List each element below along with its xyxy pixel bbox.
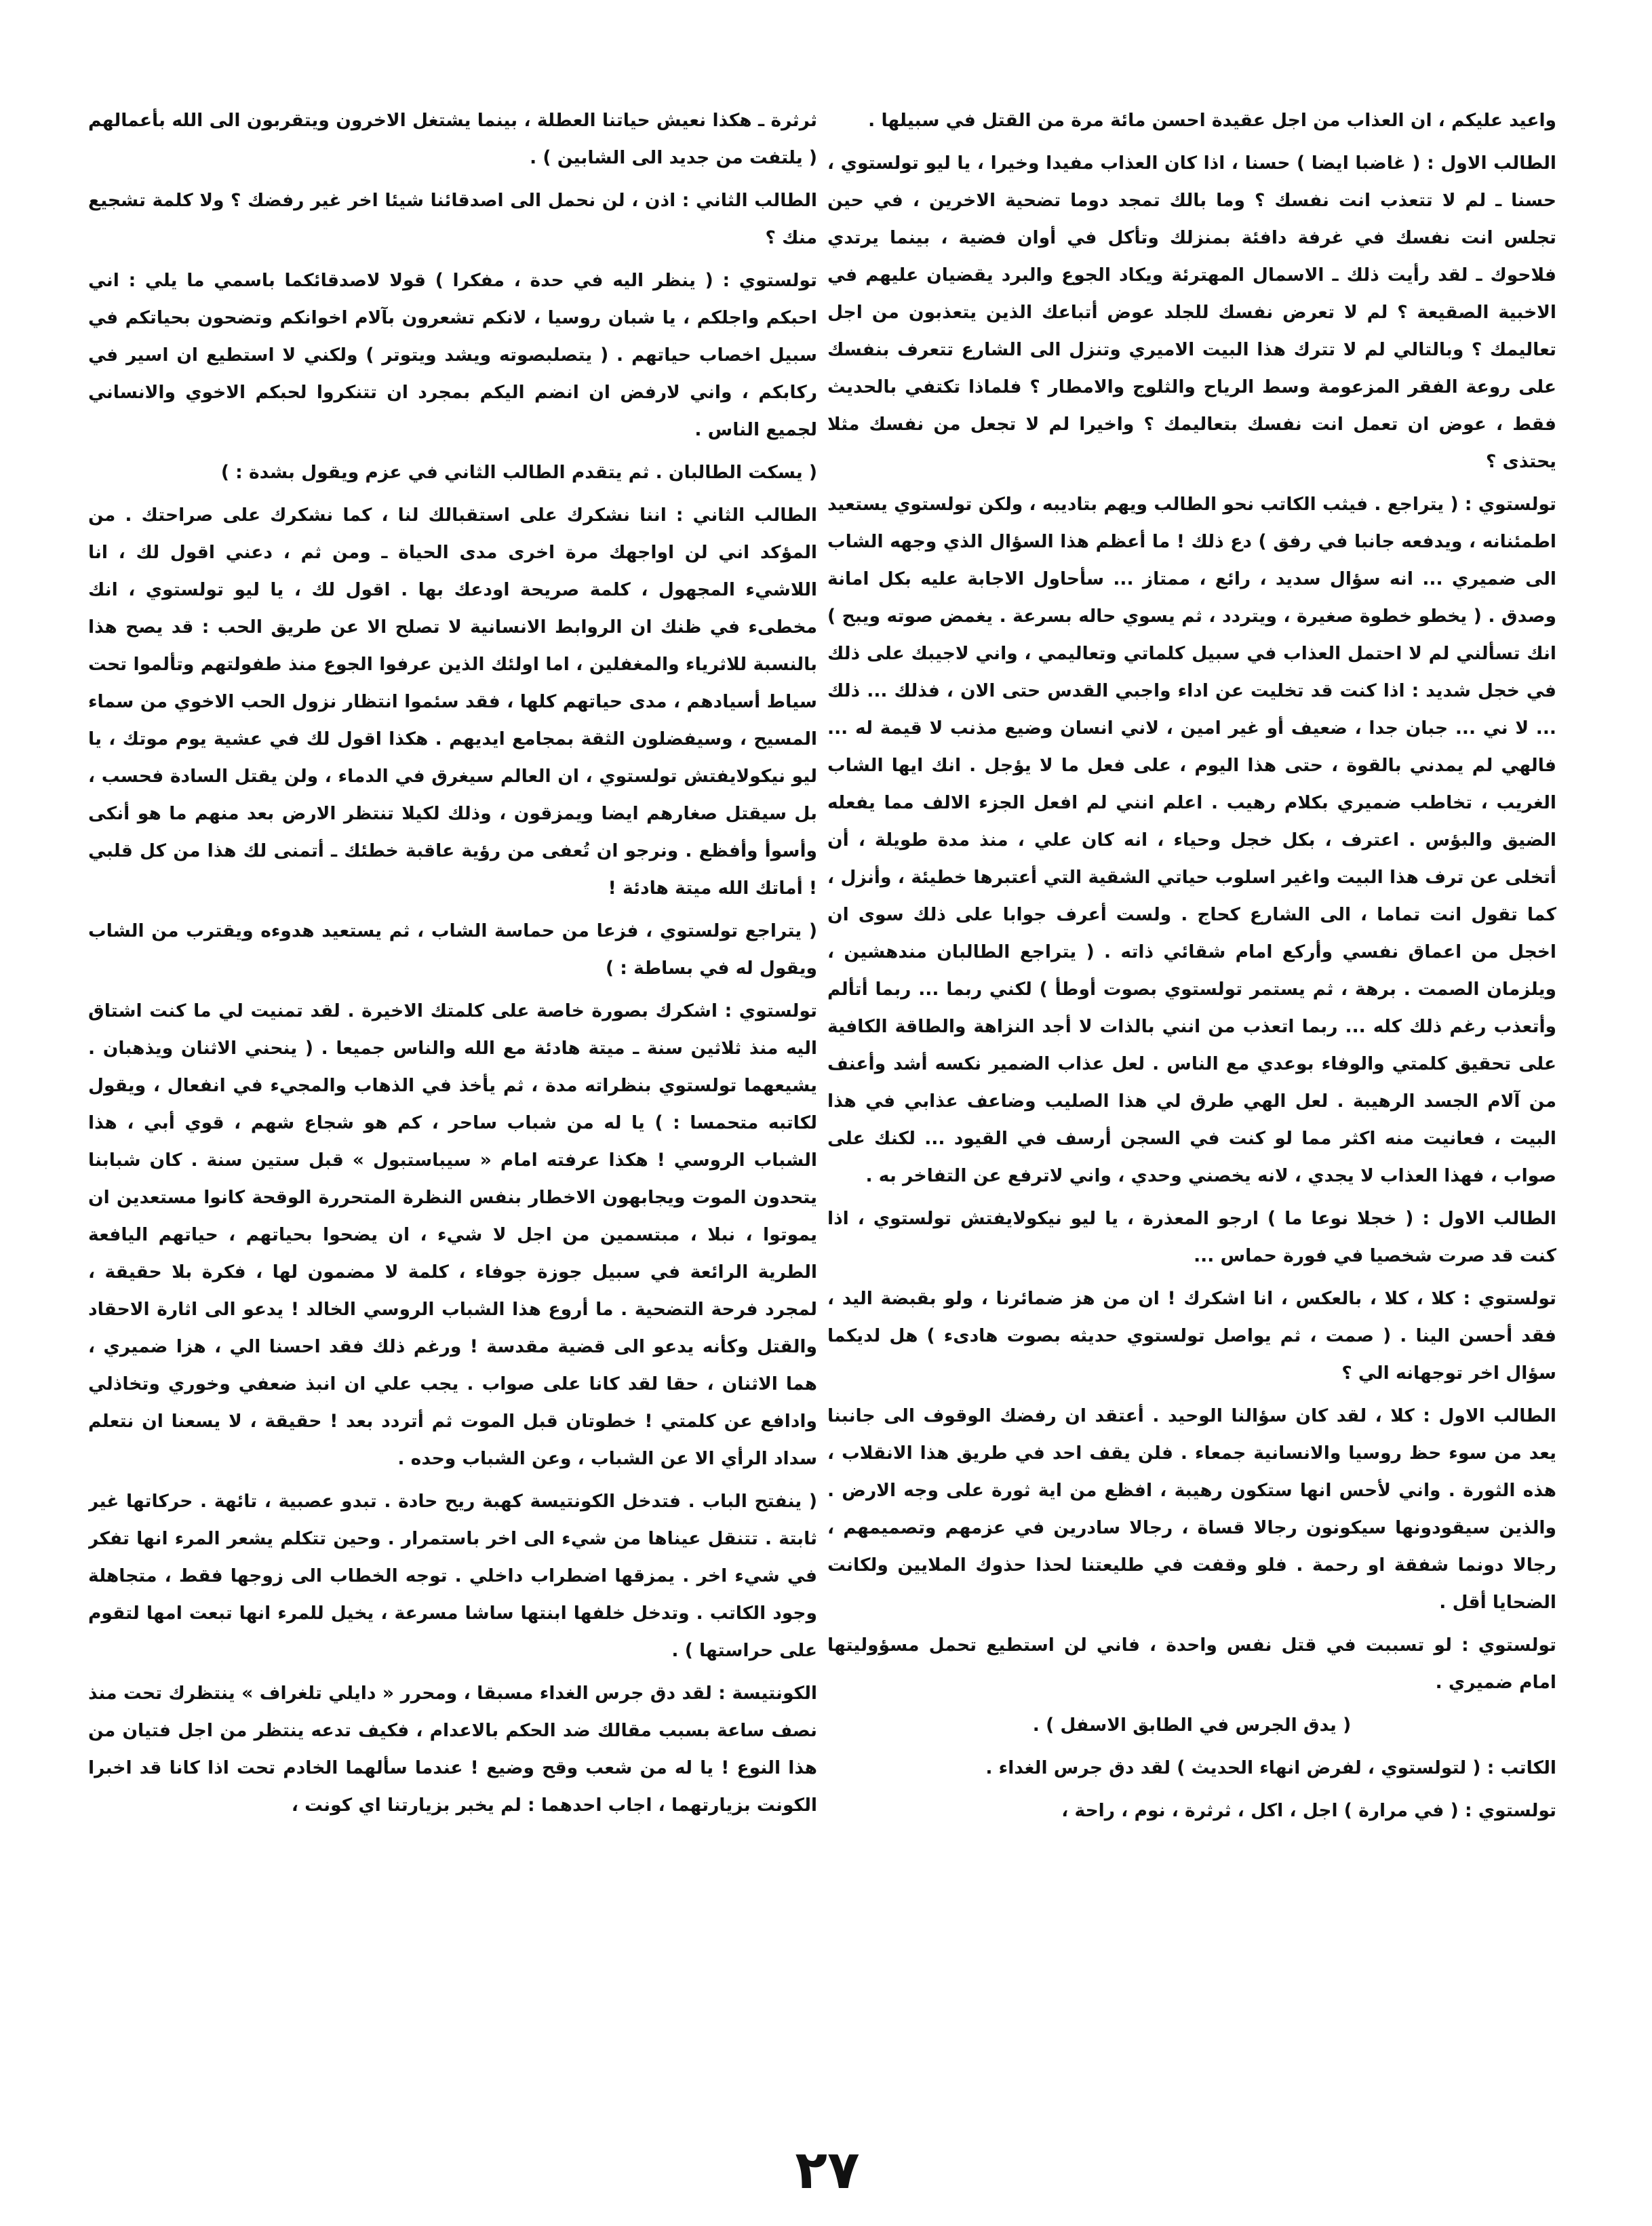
- paragraph: تولستوي : ( يتراجع . فيثب الكاتب نحو الطالب ويهم بتاديبه ، ولكن تولستوي يستعيد اطمئنانه ، ويدفعه جانبا في رفق ) دع ذلك ! ما أعظم هذا السؤال الذي وجهه الشاب الى ضميري ... انه سؤال سديد ، رائع ، ممتاز ... سأحاول الاجابة عليه بكل امانة وصدق . ( يخطو خطوة صغيرة ، ويتردد ، ثم يسوي حاله بسرعة . يغمض صوته ويبح ) انك تسألني لم لا احتمل العذاب في سبيل كلماتي وتعاليمي ، واني لاجيبك على ذلك في خجل شديد : اذا كنت قد تخليت عن اداء واجبي القدس حتى الان ، فذلك ... ذلك ... لا ني ... جبان جدا ، ضعيف أو غير امين ، لاني انسان وضيع مذنب لا قيمة له ... فالهي لم يمدني بالقوة ، حتى هذا اليوم ، على فعل ما لا يؤجل . انك ايها الشاب الغريب ، تخاطب ضميري بكلام رهيب . اعلم انني لم افعل الجزء الالف مما يفعله الضيق والبؤس . اعترف ، بكل خجل وحياء ، انه كان علي ، منذ مدة طويلة ، أن أتخلى عن ترف هذا البيت واغير اسلوب حياتي الشقية التي أعتبرها خطيئة ، وأنزل ، كما تقول انت تماما ، الى الشارع كحاج . ولست أعرف جوابا على ذلك سوى ان اخجل من اعماق نفسي وأركع امام شقائي ذاته . ( يتراجع الطالبان مندهشين ، ويلزمان الصمت . برهة ، ثم يستمر تولستوي بصوت أوطأ ) لكني ربما ... ربما أتألم وأتعذب رغم ذلك كله ... ربما اتعذب من انني بالذات لا أجد النزاهة والطاقة الكافية على تحقيق كلمتي والوفاء بوعدي مع الناس . لعل عذاب الضمير نكسه أشد وأعنف من آلام الجسد الرهيبة . لعل الهي طرق لي هذا الصليب وضاعف عذابي في هذا البيت ، فعانيت منه اكثر مما لو كنت في السجن أرسف في القيود ... لكنك على صواب ، فهذا العذاب لا يجدي ، لانه يخصني وحدي ، واني لاترفع عن التفاخر به .: [827, 494, 1556, 1186]
- paragraph: الطالب الاول : كلا ، لقد كان سؤالنا الوحيد . أعتقد ان رفضك الوقوف الى جانبنا يعد من سوء حظ روسيا والانسانية جمعاء . فلن يقف احد في طريق هذا الانقلاب ، هذه الثورة . واني لأحس انها ستكون رهيبة ، افظع من اية ثورة على وجه الارض . والذين سيقودونها سيكونون رجالا قساة ، رجالا سادرين في عزمهم وتصميمهم ، رجالا دونما شفقة او رحمة . فلو وقفت في طليعتنا لحذا حذوك الملايين ولكانت الضحايا أقل .: [827, 1405, 1556, 1613]
- text-column-right: [827, 102, 1556, 2123]
- paragraph: الطالب الثاني : اذن ، لن نحمل الى اصدقائنا شيئا اخر غير رفضك ؟ ولا كلمة تشجيع منك ؟: [88, 190, 817, 248]
- paragraph: الطالب الثاني : اننا نشكرك على استقبالك لنا ، كما نشكرك على صراحتك . من المؤكد اني لن اواجهك مرة اخرى مدى الحياة ـ ومن ثم ، دعني اقول لك ، انا اللاشيء المجهول ، كلمة صريحة اودعك بها . اقول لك ، يا ليو تولستوي ، انك مخطىء في ظنك ان الروابط الانسانية لا تصلح الا عن طريق الحب : قد يصح هذا بالنسبة للاثرياء والمغفلين ، اما اولئك الذين عرفوا الجوع منذ طفولتهم وتألموا تحت سياط أسيادهم ، مدى حياتهم كلها ، فقد سئموا انتظار نزول الحب الاخوي من سماء المسيح ، وسيفضلون الثقة بمجامع ايديهم . هكذا اقول لك في عشية يوم موتك ، يا ليو نيكولايفتش تولستوي ، ان العالم سيغرق في الدماء ، ولن يقتل السادة فحسب ، بل سيقتل صغارهم ايضا ويمزقون ، وذلك لكيلا تنتظر الارض بعد منهم ما هو أنكى وأسوأ وأفظع . ونرجو ان تُعفى من رؤية عاقبة خطئك ـ أتمنى لك هذا من كل قلبي ! أماتك الله ميتة هادئة !: [88, 505, 817, 899]
- paragraph: الكاتب : ( لتولستوي ، لفرض انهاء الحديث ) لقد دق جرس الغداء .: [985, 1757, 1556, 1778]
- paragraph: تولستوي : ( ينظر اليه في حدة ، مفكرا ) قولا لاصدقائكما باسمي ما يلي : اني احبكم واجلكم ، يا شبان روسيا ، لانكم تشعرون بآلام اخوانكم وتضحون بحياتكم في سبيل اخصاب حياتهم . ( يتصلبصوته ويشد ويتوتر ) ولكني لا استطيع ان اسير في ركابكم ، واني لارفض ان انضم اليكم بمجرد ان تتنكروا لحبكم الاخوي والانساني لجميع الناس .: [88, 270, 817, 440]
- stage-direction: ( ينفتح الباب . فتدخل الكونتيسة كهبة ريح حادة . تبدو عصبية ، تائهة . حركاتها غير ثابتة . تتنقل عيناها من شيء الى اخر باستمرار . وحين تتكلم يشعر المرء انها تفكر في شيء اخر . يمزقها اضطراب داخلي . توجه الخطاب الى زوجها فقط ، متجاهلة وجود الكاتب . وتدخل خلفها ابنتها ساشا مسرعة ، يخيل للمرء انها تبعت امها لتقوم على حراستها ) .: [88, 1491, 817, 1661]
- paragraph: ثرثرة ـ هكذا نعيش حياتنا العطلة ، بينما يشتغل الاخرون ويتقربون الى الله بأعمالهم ( يلتفت من جديد الى الشابين ) .: [88, 110, 817, 168]
- paragraph: الطالب الاول : ( خجلا نوعا ما ) ارجو المعذرة ، يا ليو نيكولايفتش تولستوي ، اذا كنت قد صرت شخصيا في فورة حماس ...: [827, 1208, 1556, 1266]
- paragraph: تولستوي : لو تسببت في قتل نفس واحدة ، فاني لن استطيع تحمل مسؤوليتها امام ضميري .: [827, 1635, 1556, 1693]
- paragraph: تولستوي : ( في مرارة ) اجل ، اكل ، ثرثرة ، نوم ، راحة ،: [1061, 1800, 1556, 1821]
- paragraph: الطالب الاول : ( غاضبا ايضا ) حسنا ، اذا كان العذاب مفيدا وخيرا ، يا ليو تولستوي ، حسنا ـ لم لا تتعذب انت نفسك ؟ وما بالك تمجد دوما تضحية الاخرين ، في حين تجلس انت نفسك في غرفة دافئة بمنزلك وتأكل في أوان فضية ، بينما يرتدي فلاحوك ـ لقد رأيت ذلك ـ الاسمال المهترئة ويكاد الجوع والبرد يقضيان عليهم في الاخبية الصقيعة ؟ لم لا تعرض نفسك للجلد عوض أتباعك الذين يتعذبون من اجل تعاليمك ؟ وبالتالي لم لا تترك هذا البيت الاميري وتنزل الى الشارع تتعرف بنفسك على روعة الفقر المزعومة وسط الرياح والثلوج والامطار ؟ فلماذا تكتفي بالحديث فقط ، عوض ان تعمل انت نفسك بتعاليمك ؟ واخيرا لم لا تجعل من نفسك مثلا يحتذى ؟: [827, 153, 1556, 472]
- paragraph: تولستوي : اشكرك بصورة خاصة على كلمتك الاخيرة . لقد تمنيت لي ما كنت اشتاق اليه منذ ثلاثين سنة ـ ميتة هادئة مع الله والناس جميعا . ( ينحني الاثنان ويذهبان . يشيعهما تولستوي بنظراته مدة ، ثم يأخذ في الذهاب والمجيء في انفعال ، ويقول لكاتبه متحمسا : ) يا له من شباب ساحر ، كم هو شجاع شهم ، قوي أبي ، هذا الشباب الروسي ! هكذا عرفته امام « سيباستبول » قبل ستين سنة . كان شبابنا يتحدون الموت ويجابهون الاخطار بنفس النظرة المتحررة الوقحة كانوا مستعدين ان يموتوا ، نبلا ، مبتسمين من اجل لا شيء ، ان يضحوا بحياتهم ، حياتهم اليافعة الطرية الرائعة في سبيل جوزة جوفاء ، كلمة لا مضمون لها ، فكرة بلا حقيقة ، لمجرد فرحة التضحية . ما أروع هذا الشباب الروسي الخالد ! يدعو الى اثارة الاحقاد والقتل وكأنه يدعو الى قضية مقدسة ! ورغم ذلك فقد احسنا الي ، هزا ضميري ، هما الاثنان ، حقا لقد كانا على صواب . يجب علي ان انبذ ضعفي وخوري وتخاذلي وادافع عن كلمتي ! خطوتان قبل الموت ثم أتردد بعد ! حقيقة ، لا يسعنا ان نتعلم سداد الرأي الا عن الشباب ، وعن الشباب وحده .: [88, 1000, 817, 1469]
- stage-direction: ( يدق الجرس في الطابق الاسفل ) .: [1032, 1715, 1352, 1736]
- page-number: ٢٧: [795, 2140, 860, 2201]
- stage-direction: ( يتراجع تولستوي ، فزعا من حماسة الشاب ، ثم يستعيد هدوءه ويقترب من الشاب ويقول له في بساطة : ): [88, 920, 817, 979]
- paragraph: واعيد عليكم ، ان العذاب من اجل عقيدة احسن مائة مرة من القتل في سبيلها .: [868, 110, 1556, 131]
- text-column-left: [88, 102, 817, 2123]
- paragraph: الكونتيسة : لقد دق جرس الغداء مسبقا ، ومحرر « دايلي تلغراف » ينتظرك تحت منذ نصف ساعة بسبب مقالك ضد الحكم بالاعدام ، فكيف تدعه ينتظر من اجل فتيان من هذا النوع ! يا له من شعب وقح وضيع ! عندما سألهما الخادم تحت اذا كانا قد اخبرا الكونت بزيارتهما ، اجاب احدهما : لم يخبر بزيارتنا اي كونت ،: [88, 1683, 817, 1816]
- stage-direction: ( يسكت الطالبان . ثم يتقدم الطالب الثاني في عزم ويقول بشدة : ): [220, 462, 817, 483]
- paragraph: تولستوي : كلا ، كلا ، بالعكس ، انا اشكرك ! ان من هز ضمائرنا ، ولو بقبضة اليد ، فقد أحسن الينا . ( صمت ، ثم يواصل تولستوي حديثه بصوت هادىء ) هل لديكما سؤال اخر توجهانه الي ؟: [827, 1288, 1556, 1384]
